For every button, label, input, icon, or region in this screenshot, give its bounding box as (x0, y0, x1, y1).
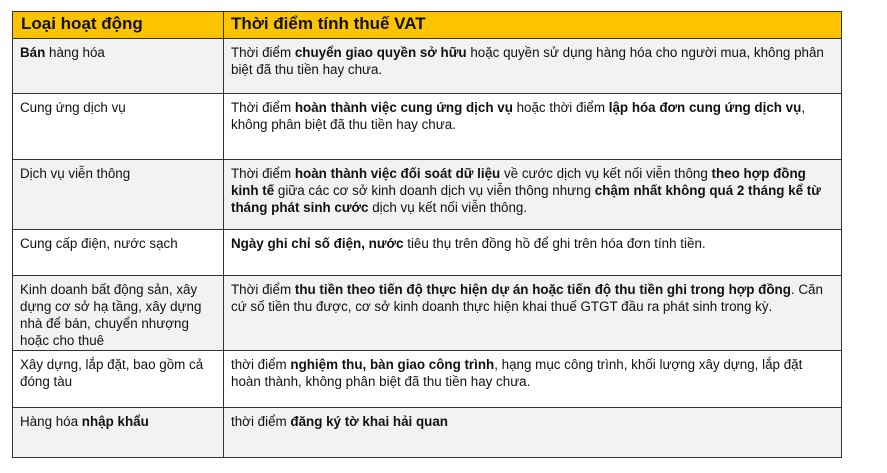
emphasized-text: nhập khẩu (81, 414, 149, 429)
emphasized-text: chậm nhất không quá 2 tháng kể từ tháng phát sinh cước (231, 183, 821, 215)
header-activity-type: Loại hoạt động (13, 12, 224, 39)
table-row (13, 408, 842, 458)
table-row (13, 39, 842, 94)
table-row (13, 276, 842, 351)
text-segment: giữa các cơ sở kinh doanh dịch vụ viễn thông nhưng (274, 183, 595, 198)
text-segment: Dịch vụ viễn thông (20, 166, 131, 181)
text-segment: hoặc thời điểm (512, 100, 609, 115)
vat-timing-table (12, 11, 842, 458)
table-header-row (13, 12, 842, 39)
emphasized-text: đăng ký tờ khai hải quan (290, 414, 448, 429)
activity-cell (13, 39, 224, 94)
activity-cell (13, 351, 224, 408)
text-segment: Thời điểm (231, 282, 295, 297)
text-segment: dịch vụ kết nối viễn thông. (368, 200, 528, 215)
emphasized-text: Bán (20, 45, 46, 60)
text-segment: Thời điểm (231, 166, 295, 181)
text-segment: , không phân biệt đã thu tiền hay chưa. (231, 100, 806, 132)
activity-cell (13, 408, 224, 458)
emphasized-text: hoàn thành việc cung ứng dịch vụ (294, 100, 513, 115)
text-segment: Cung ứng dịch vụ (20, 100, 126, 115)
timing-cell (224, 94, 842, 160)
table-row (13, 160, 842, 230)
text-segment: Thời điểm (231, 100, 295, 115)
table-row (13, 230, 842, 276)
emphasized-text: thu tiền theo tiến độ thực hiện dự án hoặc tiến độ thu tiền ghi trong hợp đồng (294, 282, 791, 297)
activity-cell (13, 276, 224, 351)
emphasized-text: Ngày ghi chỉ số điện, nước (231, 236, 404, 251)
emphasized-text: hoàn thành việc đối soát dữ liệu (294, 166, 501, 181)
activity-cell (13, 160, 224, 230)
text-segment: thời điểm (231, 357, 291, 372)
text-segment: . Căn cứ số tiền thu được, cơ sở kinh doanh thực hiện khai thuế GTGT đầu ra phát sinh trong kỳ. (231, 282, 823, 314)
timing-cell (224, 276, 842, 351)
text-segment: Hàng hóa (20, 414, 82, 429)
emphasized-text: chuyển giao quyền sở hữu (294, 45, 467, 60)
text-segment: hàng hóa (45, 45, 105, 60)
timing-cell (224, 408, 842, 458)
timing-cell (224, 39, 842, 94)
activity-cell (13, 230, 224, 276)
emphasized-text: nghiệm thu, bàn giao công trình (290, 357, 495, 372)
header-vat-timing: Thời điểm tính thuế VAT (224, 12, 842, 39)
text-segment: Thời điểm (231, 45, 295, 60)
table-row (13, 351, 842, 408)
text-segment: Kinh doanh bất động sản, xây dựng cơ sở hạ tầng, xây dựng nhà để bán, chuyển nhượng hoặc cho thuê (20, 282, 202, 348)
text-segment: Cung cấp điện, nước sạch (20, 236, 178, 251)
text-segment: tiêu thụ trên đồng hồ để ghi trên hóa đơn tính tiền. (403, 236, 706, 251)
activity-cell (13, 94, 224, 160)
text-segment: Xây dựng, lắp đặt, bao gồm cả đóng tàu (20, 357, 204, 389)
text-segment: hoặc quyền sử dụng hàng hóa cho người mua, không phân biệt đã thu tiền hay chưa. (231, 45, 824, 77)
text-segment: , hạng mục công trình, khối lượng xây dựng, lắp đặt hoàn thành, không phân biệt đã thu tiền hay chưa. (231, 357, 803, 389)
emphasized-text: theo hợp đồng kinh tế (231, 166, 806, 198)
timing-cell (224, 230, 842, 276)
emphasized-text: lập hóa đơn cung ứng dịch vụ (608, 100, 802, 115)
text-segment: thời điểm (231, 414, 291, 429)
table-row (13, 94, 842, 160)
timing-cell (224, 160, 842, 230)
timing-cell (224, 351, 842, 408)
text-segment: về cước dịch vụ kết nối viễn thông (500, 166, 712, 181)
